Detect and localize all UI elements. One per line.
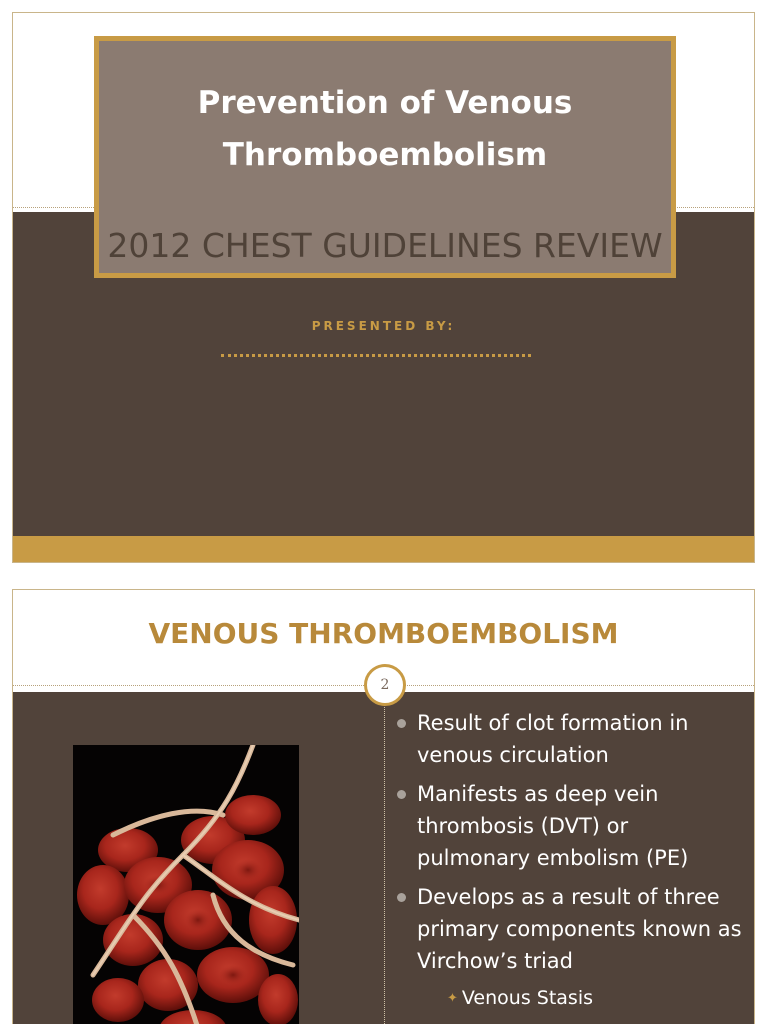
round-bullet-icon: [397, 790, 406, 799]
slide-title: VENOUS THROMBOEMBOLISM: [148, 617, 619, 650]
round-bullet-icon: [397, 719, 406, 728]
list-item: [397, 881, 747, 977]
blood-clot-image: [73, 745, 299, 1024]
star-bullet-icon: ✦: [447, 991, 458, 1006]
gold-footer-band: [13, 536, 754, 563]
sub-bullet-text: Venous Stasis: [461, 987, 593, 1009]
bullet-text: Develops as a result of three primary components known as Virchow’s triad: [417, 885, 742, 973]
presentation-subtitle: 2012 CHEST GUIDELINES REVIEW: [107, 226, 663, 265]
content-slide: [12, 589, 755, 1024]
presentation-title: Prevention of Venous Thromboembolism: [197, 85, 573, 173]
bullet-text: Result of clot formation in venous circulation: [417, 711, 689, 767]
vertical-divider: [384, 692, 385, 1024]
round-bullet-icon: [397, 893, 406, 902]
list-item: [397, 707, 747, 771]
title-slide: [12, 12, 755, 563]
title-box: [94, 36, 676, 278]
presented-by-label: PRESENTED BY:: [311, 319, 456, 333]
presenter-name-placeholder-line: [221, 354, 531, 357]
sub-bullet-item: [447, 984, 593, 1013]
slide-number-badge: 2: [364, 664, 406, 706]
list-item: [397, 778, 747, 874]
blood-clot-illustration: [73, 745, 299, 1024]
bullet-text: Manifests as deep vein thrombosis (DVT) or pulmonary embolism (PE): [417, 782, 689, 870]
bullet-list: [397, 707, 747, 984]
